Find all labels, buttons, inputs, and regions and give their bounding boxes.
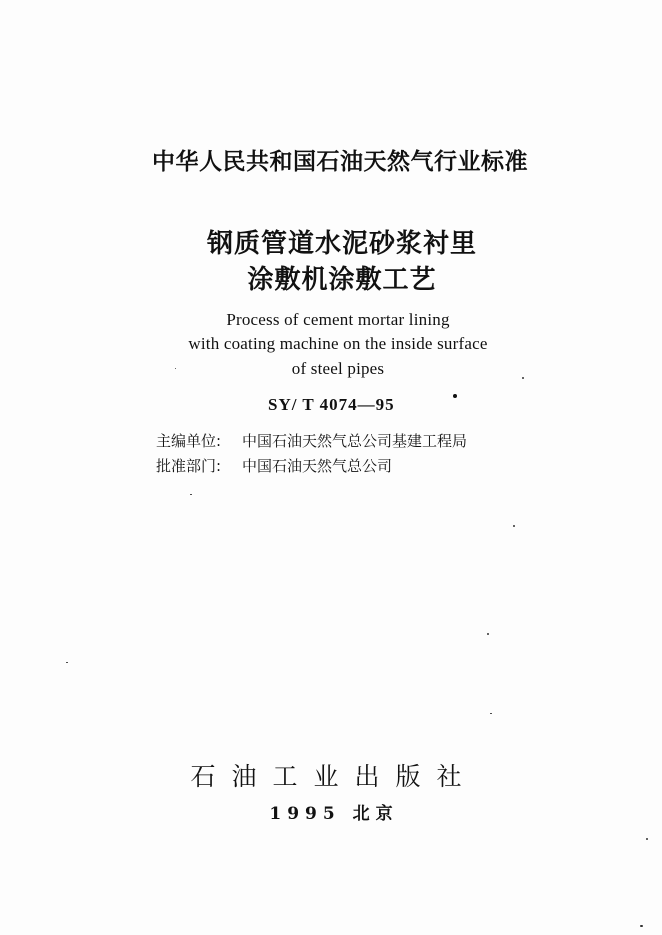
standard-header: 中华人民共和国石油天然气行业标准 [152, 149, 528, 175]
compiler-row [156, 430, 467, 451]
scan-speck [640, 925, 643, 927]
scan-mark [453, 394, 457, 398]
scan-speck [646, 838, 648, 840]
approver-row [156, 455, 392, 476]
title-chinese-line-2: 涂敷机涂敷工艺 [247, 265, 437, 295]
scan-speck [522, 377, 524, 379]
publisher-name: 石油工业出版社 [190, 762, 478, 791]
scan-speck [513, 525, 515, 527]
scan-speck [190, 494, 192, 495]
imprint-year-place: 1995 北京 [269, 804, 399, 824]
compiler-value: 中国石油天然气总公司基建工程局 [242, 432, 468, 450]
title-english-line-2: with coating machine on the inside surface [188, 334, 488, 353]
scan-speck [66, 662, 68, 663]
standard-number: SY/ T 4074—95 [268, 395, 395, 414]
scan-speck [490, 713, 492, 714]
scan-speck [175, 368, 176, 369]
title-english-line-1: Process of cement mortar lining [226, 310, 450, 329]
approver-value: 中国石油天然气总公司 [242, 457, 393, 475]
compiler-label: 主编单位: [156, 432, 222, 450]
scan-speck [487, 633, 489, 635]
approver-label: 批准部门: [156, 457, 222, 475]
title-english-line-3: of steel pipes [291, 359, 385, 378]
title-chinese-line-1: 钢质管道水泥砂浆衬里 [206, 229, 477, 259]
